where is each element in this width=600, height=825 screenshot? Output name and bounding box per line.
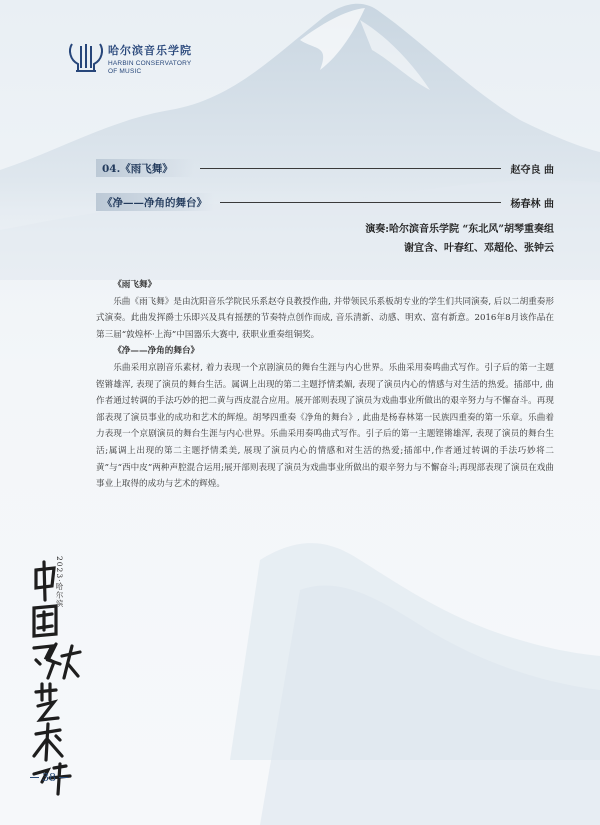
program-notes <box>96 277 554 493</box>
notes-heading: 《净——净角的舞台》 <box>113 346 200 357</box>
notes-heading: 《雨飞舞》 <box>113 280 157 290</box>
program-title: 04.《雨飞舞》 <box>96 159 194 177</box>
performers <box>365 220 554 258</box>
performers-ensemble: 演奏:哈尔滨音乐学院 “东北风”胡琴重奏组 <box>365 224 554 235</box>
page-number <box>30 771 68 784</box>
school-name <box>108 42 192 75</box>
program-item-1 <box>96 158 554 178</box>
performers-names: 谢宜含、叶春红、邓超伦、张钟云 <box>404 243 554 254</box>
festival-year-place: 2023·哈尔滨 <box>55 556 64 608</box>
program-composer: 杨春林 曲 <box>510 198 554 210</box>
conservatory-logo-icon <box>66 40 106 74</box>
page-number-value: 38 <box>42 771 56 784</box>
school-name-cn: 哈尔滨音乐学院 <box>108 44 192 57</box>
program-title: 《净——净角的舞台》 <box>96 193 214 211</box>
leader-line <box>220 202 501 203</box>
school-name-en: HARBIN CONSERVATORY OF MUSIC <box>108 60 192 75</box>
leader-line <box>200 168 501 169</box>
program-item-2 <box>96 192 554 212</box>
notes-paragraph: 乐曲《雨飞舞》是由沈阳音乐学院民乐系赵夺良教授作曲, 并带领民乐系板胡专业的学生们共同演奏, 后以二胡重奏形式演奏。此曲发挥爵士乐即兴及具有摇摆的节奏特点创作而成, 音乐清新、动感、明欢、富有新意。2016年8月该作品在第三届“敦煌杯·上海”中国器乐大赛中, 获职业重奏组铜奖。 <box>96 296 554 340</box>
notes-paragraph: 乐曲采用京剧音乐素材, 着力表现一个京剧演员的舞台生涯与内心世界。乐曲采用奏鸣曲式写作。引子后的第一主题铿锵雄浑, 表现了演员的舞台生活。属调上出现的第二主题抒情柔媚, 表现了演员内心的情感与对生活的热爱。插部中, 曲作者通过转调的手法巧妙的把二黄与西皮混合应用。展开部则表现了演员为戏曲事业所做出的艰辛努力与不懈奋斗。再现部表现了演员事业的成功和艺术的辉煌。胡琴四重奏《净角的舞台》, 此曲是杨春林第一民族四重奏的第一乐章。乐曲着力表现一个京剧演员的舞台生涯与内心世界。乐曲采用奏鸣曲式写作。引子后的第一主题铿锵雄浑, 表现了演员的舞台生活;属调上出现的第二主题抒情柔美, 展现了演员内心的情感和对生活的热爱;插部中,作者通过转调的手法巧妙将二黄”与“西中皮”两种声腔混合运用;展开部则表现了演员为戏曲事业所做出的艰辛努力与不懈奋斗;再现部表现了演员在戏曲事业上取得的成功与艺术的辉煌。 <box>96 362 554 490</box>
page-dash <box>59 777 68 778</box>
program-composer: 赵夺良 曲 <box>510 164 554 176</box>
page-dash <box>30 777 39 778</box>
